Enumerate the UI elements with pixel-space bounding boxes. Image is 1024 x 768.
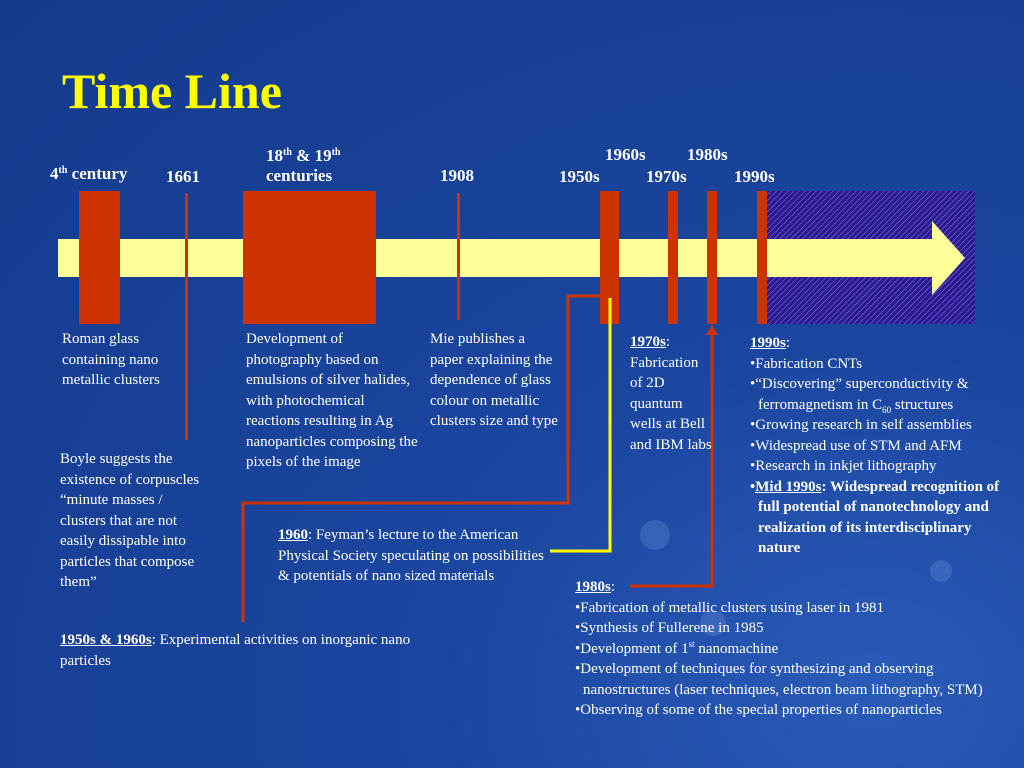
line-1908 [457, 193, 460, 320]
bar-1990s [757, 191, 767, 324]
list-item: • Development of 1st nanomachine [575, 639, 1015, 660]
date-1970s: 1970s [646, 167, 687, 186]
note-1990s: 1990s: • Fabrication CNTs • “Discovering” superconductivity & ferromagnetism in $C_{60}$ structures • Growing research in self assemblies • Widespread use of STM and AFM • Research in inkjet lithography • Mid 1990s: Widespread recognition of full potential of nanotechnology and realization of its interdisciplinary nature [750, 333, 1012, 559]
list-item: • Widespread use of STM and AFM [750, 436, 1012, 457]
page-title: Time Line [62, 63, 282, 119]
note-photography: Development of photography based on emulsions of silver halides, with photochemical reactions resulting in Ag nanoparticles composing the pixels of the image [246, 331, 418, 470]
list-item: • Growing research in self assemblies [750, 415, 1012, 436]
note-1960-feyman: 1960: Feyman’s lecture to the American Physical Society speculating on possibilities & potentials of nano sized materials [278, 527, 544, 584]
date-18th-19th-centuries: 18th & 19th centuries [266, 146, 341, 186]
bar-4th-century [79, 191, 120, 324]
note-1950s-1960s: 1950s & 1960s: Experimental activities on inorganic nano particles [60, 632, 411, 669]
bar-1980s [707, 191, 717, 324]
note-boyle: Boyle suggests the existence of corpuscles “minute masses / clusters that are not easily dissipable into particles that compose them” [60, 451, 200, 590]
list-item: • Fabrication CNTs [750, 354, 1012, 375]
note-1970s: 1970s: Fabrication of 2D quantum wells at Bell and IBM labs [630, 334, 712, 453]
date-1990s: 1990s [734, 167, 775, 186]
date-4th-century: 4th century [50, 164, 128, 183]
date-1980s: 1980s [687, 145, 728, 164]
list-item: • Observing of some of the special properties of nanoparticles [575, 700, 1015, 721]
line-1661 [185, 193, 188, 440]
date-1661: 1661 [166, 167, 200, 186]
note-roman-glass: Roman glass containing nano metallic clusters [62, 331, 160, 388]
list-item: • Development of techniques for synthesizing and observing nanostructures (laser techniques, electron beam lithography, STM) [575, 659, 1015, 700]
list-item: • Mid 1990s: Widespread recognition of full potential of nanotechnology and realization of its interdisciplinary nature [750, 477, 1012, 559]
note-1980s: 1980s: • Fabrication of metallic clusters using laser in 1981 • Synthesis of Fullerene in 1985 • Development of 1st nanomachine • Development of techniques for synthesizing and observing nanostructures (laser techniques, electron beam lithography, STM) • Observing of some of the special properties of nanoparticles [575, 577, 1015, 721]
date-1960s: 1960s [605, 145, 646, 164]
list-item: • Synthesis of Fullerene in 1985 [575, 618, 1015, 639]
date-1950s: 1950s [559, 167, 600, 186]
note-mie: Mie publishes a paper explaining the dependence of glass colour on metallic clusters size and type [430, 331, 558, 429]
bar-18th-19th-centuries [243, 191, 376, 324]
list-item: • “Discovering” superconductivity & ferromagnetism in $C_{60}$ structures [750, 374, 1012, 415]
list-item: • Research in inkjet lithography [750, 456, 1012, 477]
list-item: • Fabrication of metallic clusters using laser in 1981 [575, 598, 1015, 619]
date-1908: 1908 [440, 166, 474, 185]
bar-1970s [668, 191, 678, 324]
